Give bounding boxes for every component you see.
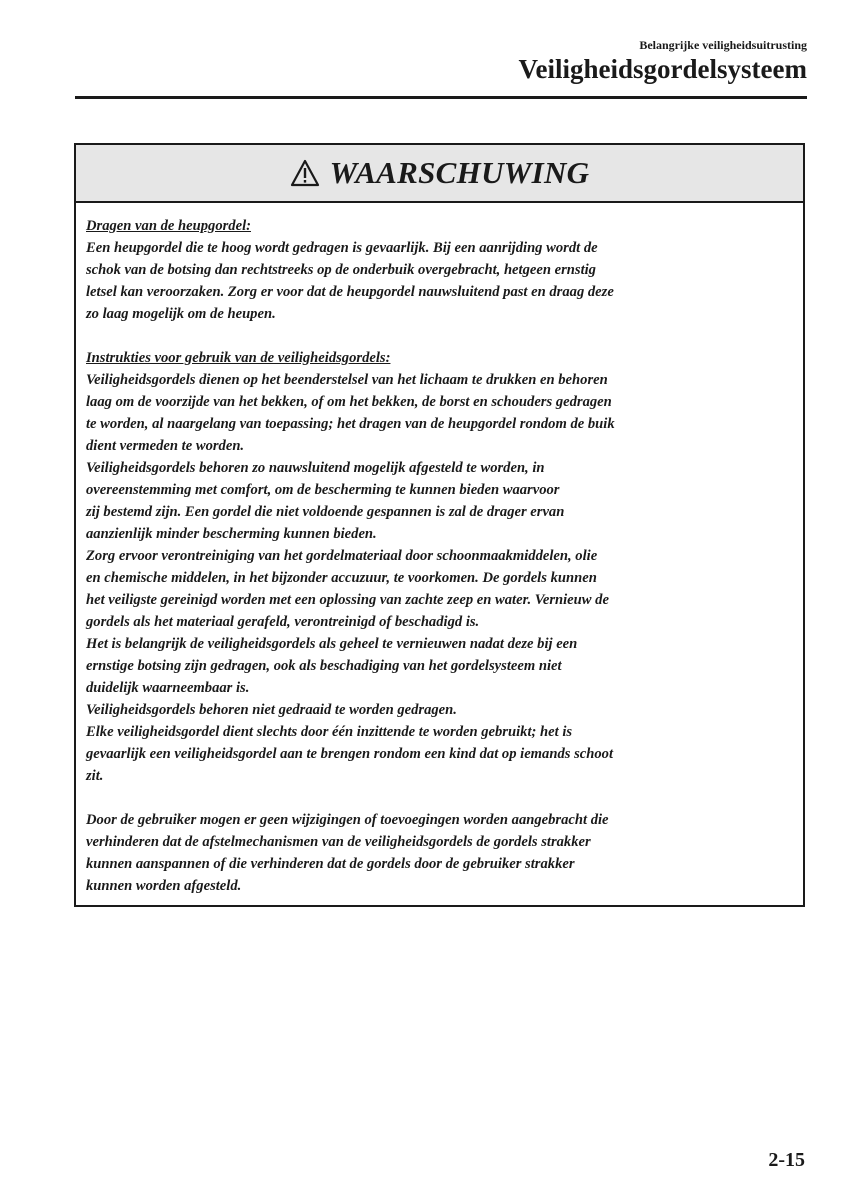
paragraph-line: laag om de voorzijde van het bekken, of om het bekken, de borst en schouders gedragen xyxy=(86,394,612,410)
paragraph-line: Veiligheidsgordels dienen op het beenderstelsel van het lichaam te drukken en behoren xyxy=(86,372,608,388)
paragraph-line: ernstige botsing zijn gedragen, ook als beschadiging van het gordelsysteem niet xyxy=(86,658,562,674)
paragraph-line: zo laag mogelijk om de heupen. xyxy=(86,306,276,322)
paragraph-line: Door de gebruiker mogen er geen wijzigingen of toevoegingen worden aangebracht die xyxy=(86,812,609,828)
paragraph-line: dient vermeden te worden. xyxy=(86,438,245,454)
paragraph-line: letsel kan veroorzaken. Zorg er voor dat de heupgordel nauwsluitend past en draag deze xyxy=(86,284,614,300)
warning-title: WAARSCHUWING xyxy=(329,155,590,190)
paragraph-line: Elke veiligheidsgordel dient slechts door één inzittende te worden gebruikt; het is xyxy=(86,724,573,740)
paragraph-line: overeenstemming met comfort, om de bescherming te kunnen bieden waarvoor xyxy=(86,482,560,498)
paragraph xyxy=(86,809,794,897)
paragraph-line: duidelijk waarneembaar is. xyxy=(86,680,250,696)
paragraph-line: Het is belangrijk de veiligheidsgordels als geheel te vernieuwen nadat deze bij een xyxy=(86,636,578,652)
paragraph-line: Een heupgordel die te hoog wordt gedragen is gevaarlijk. Bij een aanrijding wordt de xyxy=(86,240,598,256)
paragraph-line: zij bestemd zijn. Een gordel die niet voldoende gespannen is zal de drager ervan xyxy=(86,504,565,520)
paragraph-heading: Instrukties voor gebruik van de veiligheidsgordels: xyxy=(86,350,391,366)
header-divider xyxy=(75,96,807,99)
paragraph-line: aanzienlijk minder bescherming kunnen bieden. xyxy=(86,526,377,542)
paragraph-line: Zorg ervoor verontreiniging van het gordelmateriaal door schoonmaakmiddelen, olie xyxy=(86,548,598,564)
paragraph-line: Veiligheidsgordels behoren zo nauwsluitend mogelijk afgesteld te worden, in xyxy=(86,460,545,476)
paragraph-line: zit. xyxy=(86,768,104,784)
page-title: Veiligheidsgordelsysteem xyxy=(518,54,807,84)
warning-box xyxy=(74,143,805,907)
paragraph-line: en chemische middelen, in het bijzonder accuzuur, te voorkomen. De gordels kunnen xyxy=(86,570,597,586)
paragraph-line: gevaarlijk een veiligheidsgordel aan te brengen rondom een kind dat op iemands schoot xyxy=(86,746,613,762)
paragraph-line: Veiligheidsgordels behoren niet gedraaid te worden gedragen. xyxy=(86,702,457,718)
warning-header xyxy=(76,145,803,203)
paragraph-heading: Dragen van de heupgordel: xyxy=(86,218,251,234)
paragraph-gap xyxy=(86,325,794,347)
section-label: Belangrijke veiligheidsuitrusting xyxy=(639,38,807,52)
page-number: 2-15 xyxy=(768,1149,805,1171)
paragraph-line: schok van de botsing dan rechtstreeks op de onderbuik overgebracht, hetgeen ernstig xyxy=(86,262,596,278)
paragraph-line: kunnen worden afgesteld. xyxy=(86,878,242,894)
warning-body xyxy=(76,203,803,897)
paragraph-line: te worden, al naargelang van toepassing; het dragen van de heupgordel rondom de buik xyxy=(86,416,615,432)
paragraph-line: het veiligste gereinigd worden met een oplossing van zachte zeep en water. Vernieuw de xyxy=(86,592,609,608)
paragraph xyxy=(86,215,794,325)
paragraph xyxy=(86,347,794,787)
paragraph-line: kunnen aanspannen of die verhinderen dat de gordels door de gebruiker strakker xyxy=(86,856,575,872)
paragraph-line: gordels als het materiaal gerafeld, verontreinigd of beschadigd is. xyxy=(86,614,480,630)
paragraph-gap xyxy=(86,787,794,809)
paragraph-line: verhinderen dat de afstelmechanismen van de veiligheidsgordels de gordels strakker xyxy=(86,834,591,850)
warning-triangle-icon xyxy=(290,159,320,187)
